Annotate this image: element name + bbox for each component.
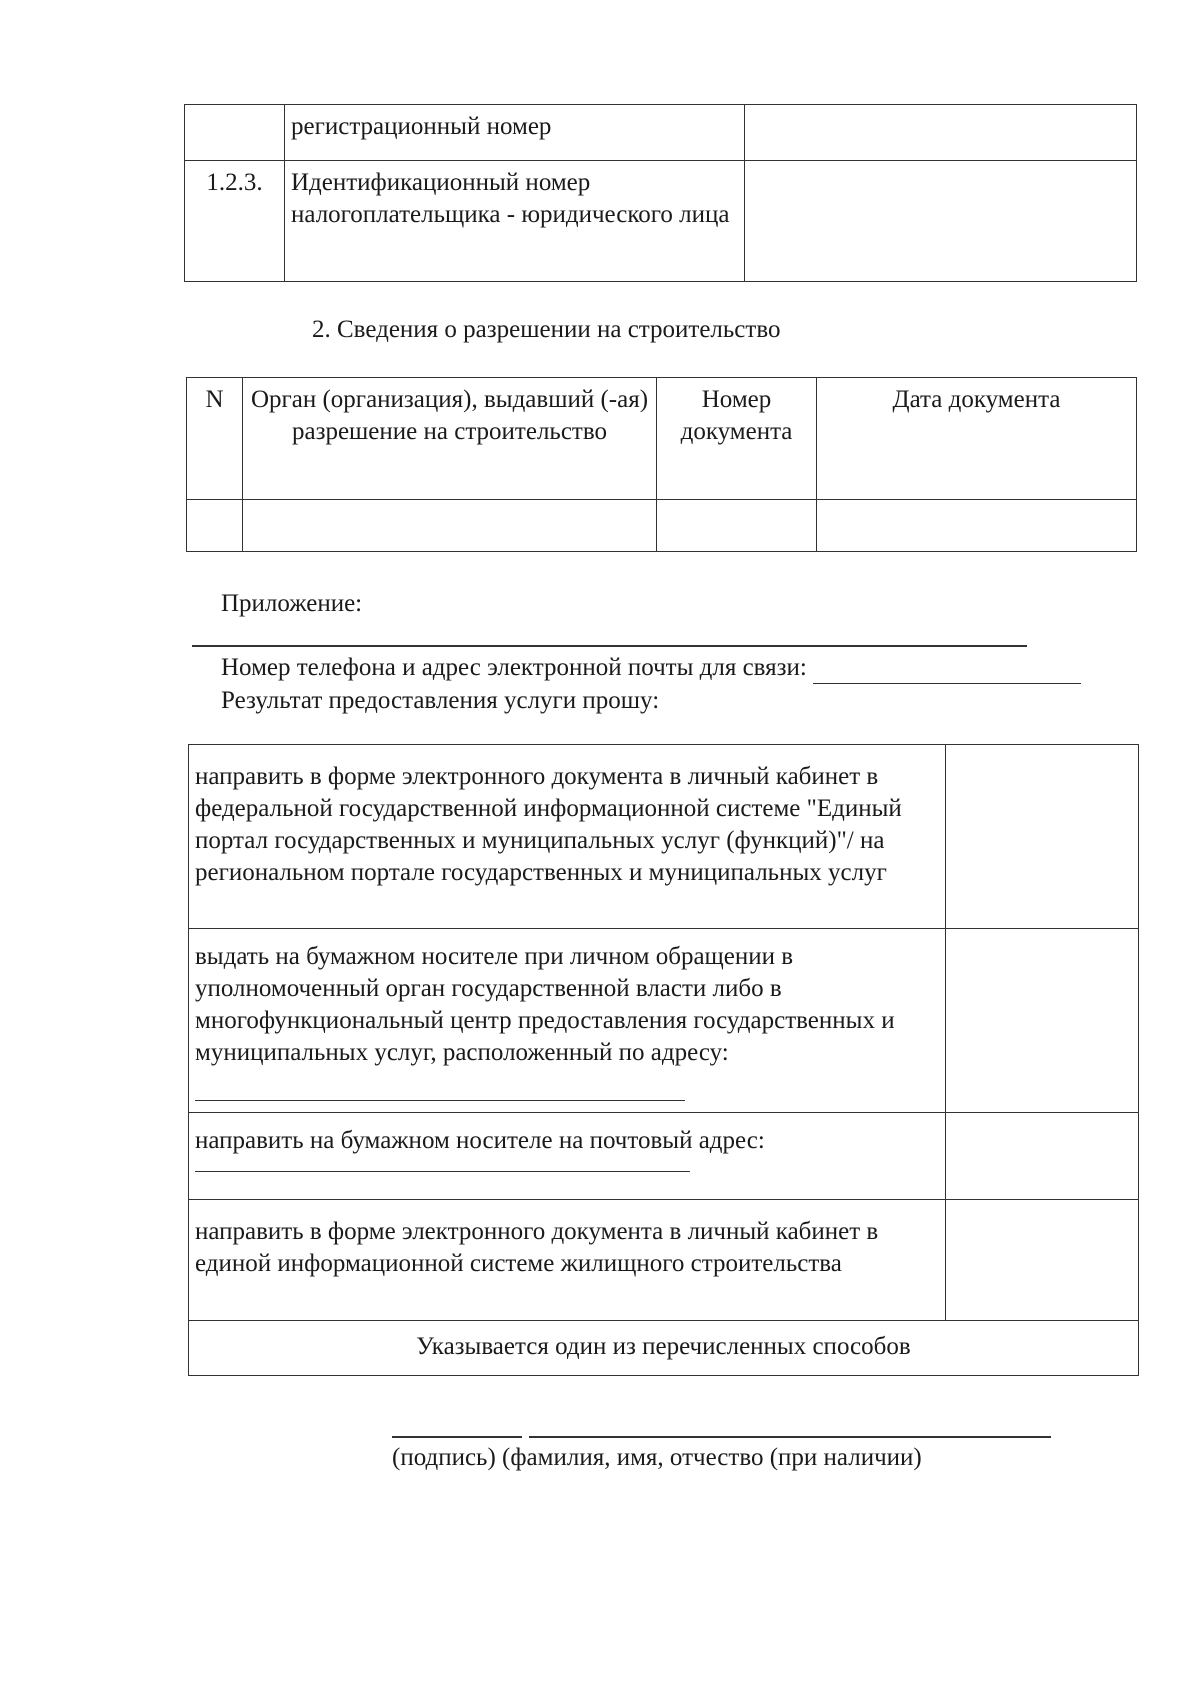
table-header-row xyxy=(187,378,1137,500)
result-footer: Указывается один из перечисленных способов xyxy=(189,1321,1139,1376)
row-label-cell: Идентификационный номер налогоплательщика - юридического лица xyxy=(285,161,745,282)
contact-label: Номер телефона и адрес электронной почты для связи: xyxy=(221,654,807,681)
row-value-cell[interactable] xyxy=(745,161,1137,282)
row-number-cell: 1.2.3. xyxy=(185,161,285,282)
result-option-2-label: выдать на бумажном носителе при личном обращении в уполномоченный орган государственной власти либо в многофункциональный центр предоставления государственных и муниципальных услуг, расположенный по адресу: xyxy=(195,943,895,1066)
signature-caption: (подпись) (фамилия, имя, отчество (при наличии) xyxy=(392,1444,922,1471)
full-name-line[interactable] xyxy=(529,1436,1051,1438)
table-row xyxy=(185,105,1137,161)
result-option-text xyxy=(189,929,946,1113)
cell-organ[interactable] xyxy=(243,500,657,552)
result-label: Результат предоставления услуги прошу: xyxy=(221,687,660,714)
result-options-table xyxy=(188,744,1139,1376)
section-heading: 2. Сведения о разрешении на строительство xyxy=(312,316,781,343)
result-option-text: направить в форме электронного документа в личный кабинет в единой информационной системе жилищного строительства xyxy=(189,1200,946,1321)
table-row xyxy=(187,500,1137,552)
cell-date[interactable] xyxy=(817,500,1137,552)
applicant-table xyxy=(184,104,1137,282)
row-number-cell xyxy=(185,105,285,161)
header-n: N xyxy=(187,378,243,500)
contact-field[interactable] xyxy=(813,659,1081,684)
postal-address-field[interactable] xyxy=(195,1157,690,1172)
row-value-cell[interactable] xyxy=(745,105,1137,161)
result-option-checkbox[interactable] xyxy=(946,929,1139,1113)
result-option-checkbox[interactable] xyxy=(946,1113,1139,1200)
result-option-checkbox[interactable] xyxy=(946,745,1139,929)
row-label-cell: регистрационный номер xyxy=(285,105,745,161)
header-number: Номер документа xyxy=(657,378,817,500)
table-row xyxy=(185,161,1137,282)
result-option-row xyxy=(189,745,1139,929)
result-option-text: направить в форме электронного документа в личный кабинет в федеральной государственной информационной системе "Единый портал государственных и муниципальных услуг (функций)"/ на региональном портале государственных и муниципальных услуг xyxy=(189,745,946,929)
permit-table xyxy=(186,377,1137,552)
result-option-row xyxy=(189,1200,1139,1321)
attachment-label: Приложение: xyxy=(221,590,363,617)
header-date: Дата документа xyxy=(817,378,1137,500)
cell-number[interactable] xyxy=(657,500,817,552)
contact-row xyxy=(221,652,1081,684)
attachment-line[interactable] xyxy=(192,645,1027,647)
result-footer-row xyxy=(189,1321,1139,1376)
cell-n[interactable] xyxy=(187,500,243,552)
result-option-row xyxy=(189,929,1139,1113)
result-option-row xyxy=(189,1113,1139,1200)
header-organ: Орган (организация), выдавший (-ая) разрешение на строительство xyxy=(243,378,657,500)
address-field[interactable] xyxy=(195,1076,685,1101)
result-option-text: направить на бумажном носителе на почтовый адрес: xyxy=(189,1113,946,1200)
signature-line[interactable] xyxy=(392,1436,522,1438)
result-option-checkbox[interactable] xyxy=(946,1200,1139,1321)
